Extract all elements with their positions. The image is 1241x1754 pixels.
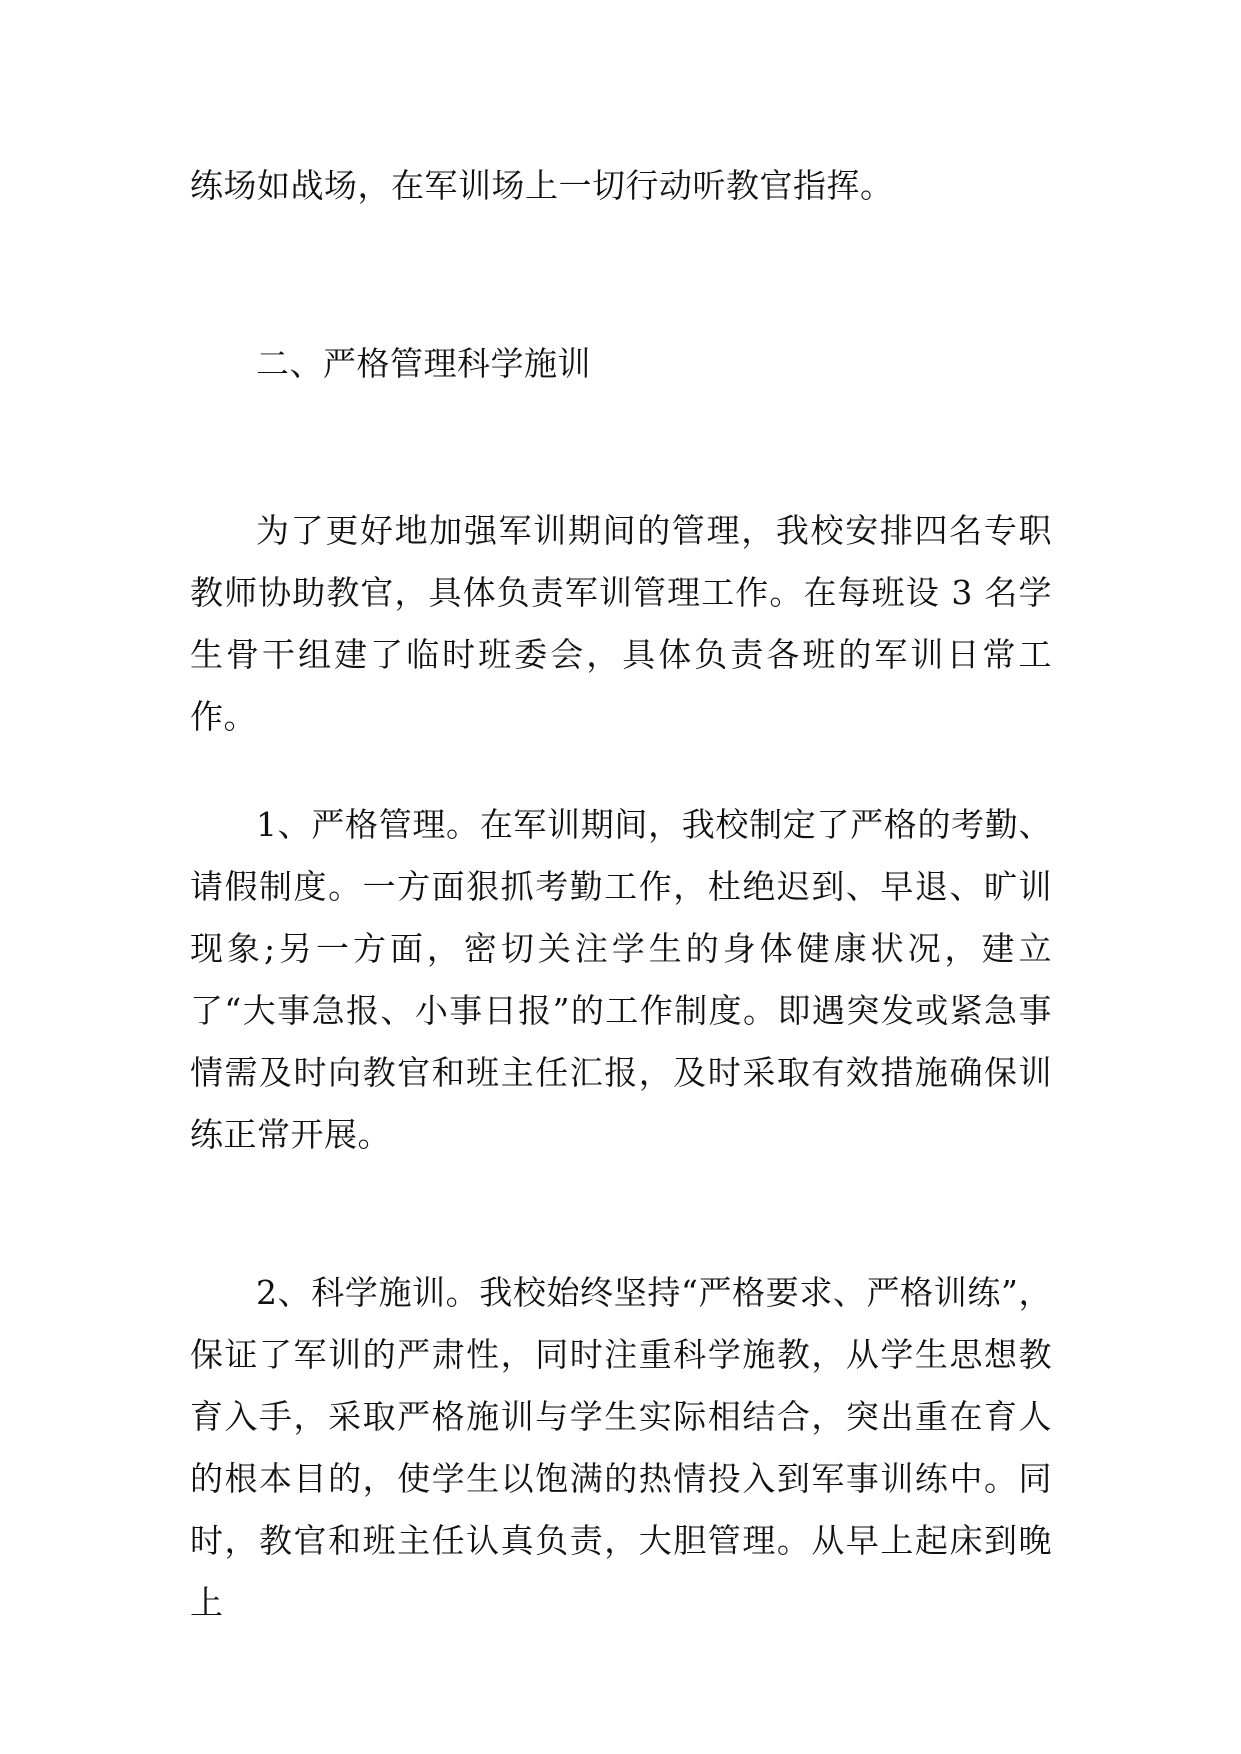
paragraph-strict-management: 1、严格管理。在军训期间，我校制定了严格的考勤、请假制度。一方面狠抓考勤工作，杜绝迟到、早退、旷训现象;另一方面，密切关注学生的身体健康状况，建立了“大事急报、小事日报”的工作制度。即遇突发或紧急事情需及时向教官和班主任汇报，及时采取有效措施确保训练正常开展。 [190,805,1052,1154]
paragraph-continuation: 练场如战场，在军训场上一切行动听教官指挥。 [190,166,894,205]
paragraph-management-intro: 为了更好地加强军训期间的管理，我校安排四名专职教师协助教官，具体负责军训管理工作。在每班设 3 名学生骨干组建了临时班委会，具体负责各班的军训日常工作。 [190,511,1052,736]
paragraph-scientific-training: 2、科学施训。我校始终坚持“严格要求、严格训练”，保证了军训的严肃性，同时注重科学施教，从学生思想教育入手，采取严格施训与学生实际相结合，突出重在育人的根本目的，使学生以饱满的热情投入到军事训练中。同时，教官和班主任认真负责，大胆管理。从早上起床到晚上 [190,1273,1052,1622]
section-heading: 二、严格管理科学施训 [256,344,591,383]
